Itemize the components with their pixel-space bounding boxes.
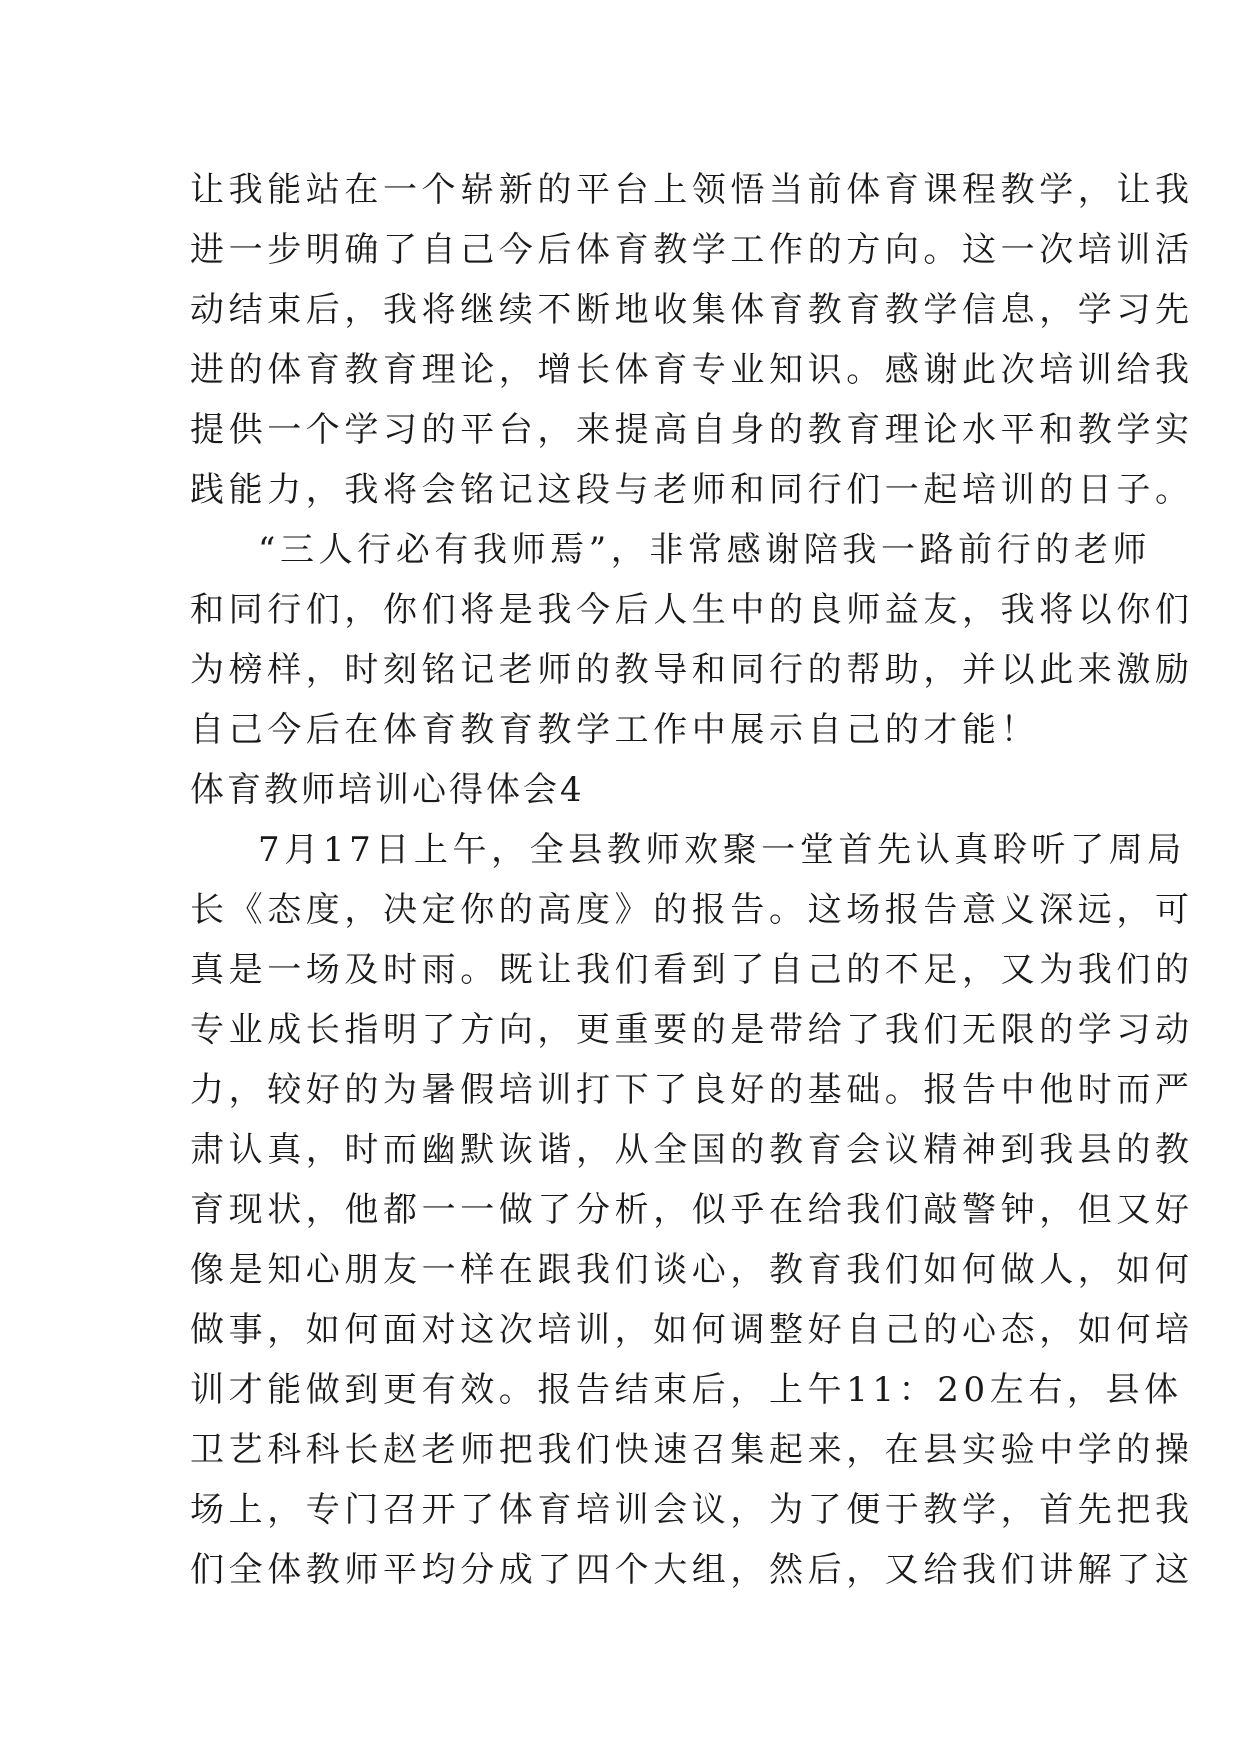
text-line: 长《态度，决定你的高度》的报告。这场报告意义深远，可 [190,890,1194,930]
text-line: 进一步明确了自己今后体育教学工作的方向。这一次培训活 [190,230,1194,270]
text-line: 像是知心朋友一样在跟我们谈心，教育我们如何做人，如何 [190,1250,1194,1290]
text-line: 训才能做到更有效。报告结束后，上午11：20左右，县体 [190,1370,1183,1410]
text-line: “三人行必有我师焉”，非常感谢陪我一路前行的老师 [258,530,1152,570]
paragraph-quote [190,520,1194,760]
text-line: 专业成长指明了方向，更重要的是带给了我们无限的学习动 [190,1010,1194,1050]
text-line: 7月17日上午，全县教师欢聚一堂首先认真聆听了周局 [258,830,1186,870]
text-line: 自己今后在体育教育教学工作中展示自己的才能！ [190,710,1040,750]
text-line: 提供一个学习的平台，来提高自身的教育理论水平和教学实 [190,410,1194,450]
text-line: 们全体教师平均分成了四个大组，然后，又给我们讲解了这 [190,1550,1194,1590]
text-line: 进的体育教育理论，增长体育专业知识。感谢此次培训给我 [190,350,1194,390]
text-line: 场上，专门召开了体育培训会议，为了便于教学，首先把我 [190,1490,1194,1530]
paragraph-continuation [190,160,1194,520]
text-line: 卫艺科科长赵老师把我们快速召集起来，在县实验中学的操 [190,1430,1194,1470]
document-body [190,160,1194,1600]
text-line: 肃认真，时而幽默诙谐，从全国的教育会议精神到我县的教 [190,1130,1194,1170]
text-line: 力，较好的为暑假培训打下了良好的基础。报告中他时而严 [190,1070,1194,1110]
paragraph-report [190,820,1194,1600]
text-line: 动结束后，我将继续不断地收集体育教育教学信息，学习先 [190,290,1194,330]
text-line: 育现状，他都一一做了分析，似乎在给我们敲警钟，但又好 [190,1190,1194,1230]
text-line: 做事，如何面对这次培训，如何调整好自己的心态，如何培 [190,1310,1194,1350]
text-line: 践能力，我将会铭记这段与老师和同行们一起培训的日子。 [190,470,1194,510]
text-line: 为榜样，时刻铭记老师的教导和同行的帮助，并以此来激励 [190,650,1194,690]
text-line: 真是一场及时雨。既让我们看到了自己的不足，又为我们的 [190,950,1194,990]
text-line: 和同行们，你们将是我今后人生中的良师益友，我将以你们 [190,590,1194,630]
section-heading: 体育教师培训心得体会4 [190,770,585,810]
text-line: 让我能站在一个崭新的平台上领悟当前体育课程教学，让我 [190,170,1194,210]
